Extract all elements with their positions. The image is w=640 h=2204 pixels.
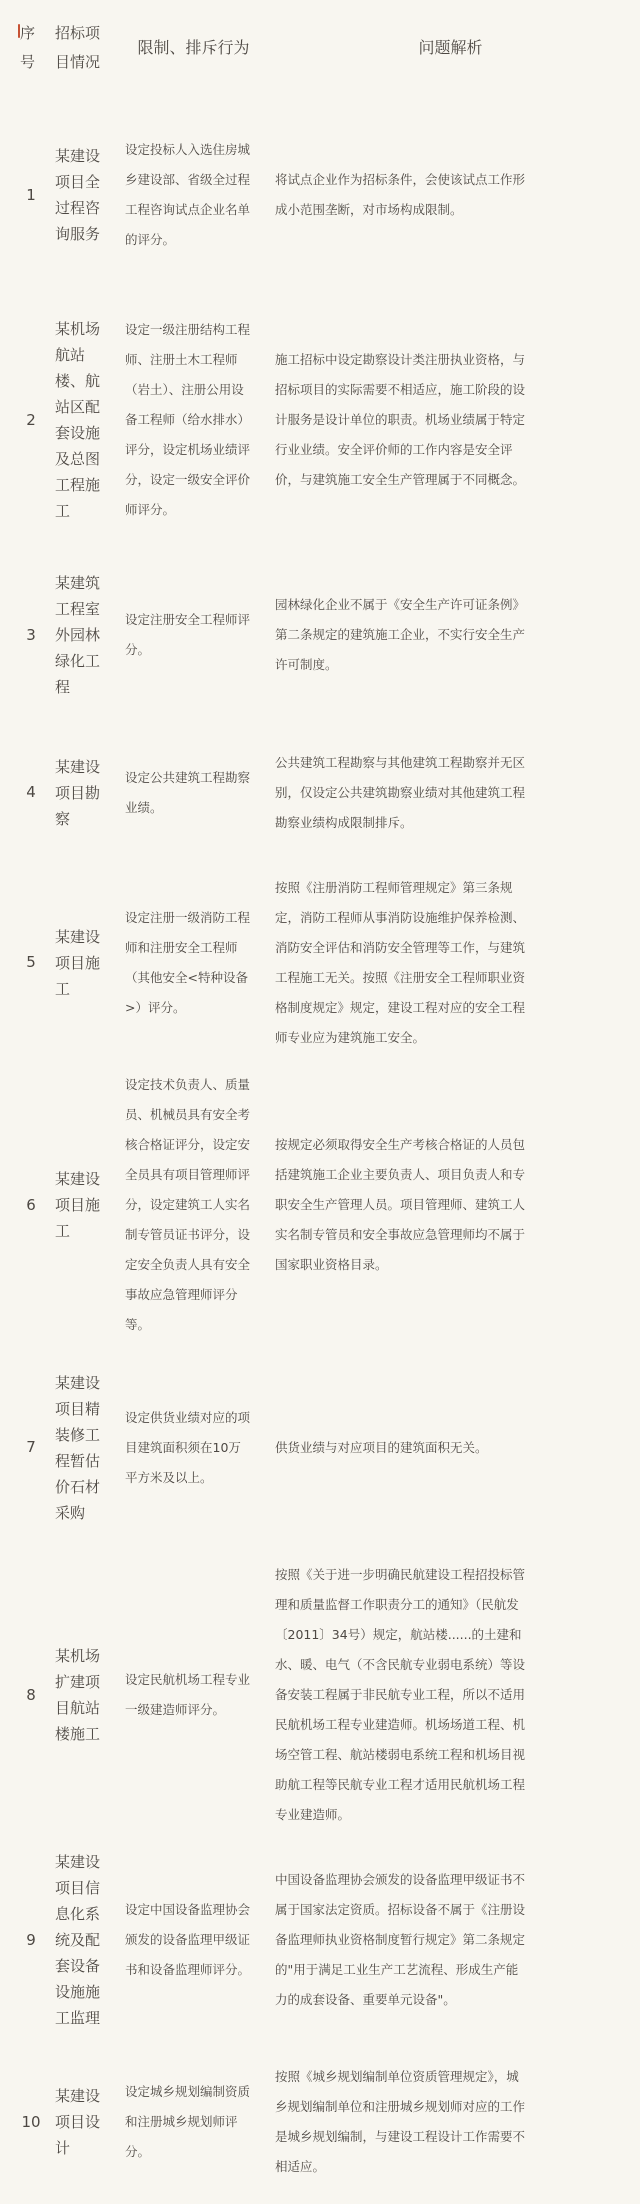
behavior-cell <box>112 605 275 665</box>
row-number-cell <box>14 1191 48 1220</box>
column-header-behavior <box>112 38 275 58</box>
table-row <box>0 1840 640 2040</box>
analysis-cell <box>275 2062 626 2182</box>
project-cell <box>48 1849 112 2031</box>
row-number: 9 <box>26 1930 36 1949</box>
row-number-cell <box>14 1433 48 1462</box>
project-text: 某建设项目施工 <box>55 927 101 998</box>
analysis-cell <box>275 1130 626 1280</box>
column-header-project-label: 招标项目情况 <box>55 23 101 71</box>
table-row <box>0 1550 640 1840</box>
behavior-text: 设定技术负责人、质量员、机械员具有安全考核合格证评分，设定安全员具有项目管理师评分，设定建筑工人实名制专管员证书评分，设定安全负责人具有安全事故应急管理师评分等。 <box>125 1077 251 1332</box>
table-row <box>0 545 640 725</box>
project-cell <box>48 924 112 1002</box>
row-number-cell <box>14 1681 48 1710</box>
analysis-text: 按照《注册消防工程师管理规定》第三条规定，消防工程师从事消防设施维护保养检测、消防安全评估和消防安全管理等工作，与建筑工程施工无关。按照《注册安全工程师职业资格制度规定》规定，建设工程对应的安全工程师专业应为建筑施工安全。 <box>275 879 526 1045</box>
analysis-text: 中国设备监理协会颁发的设备监理甲级证书不属于国家法定资质。招标设备不属于《注册设备监理师执业资格制度暂行规定》第二条规定的"用于满足工业生产工艺流程、形成生产能力的成套设备、重要单元设备"。 <box>275 1872 526 2007</box>
row-number-cell <box>14 1926 48 1955</box>
behavior-cell <box>112 903 275 1023</box>
project-text: 某建设项目勘察 <box>55 757 101 828</box>
behavior-cell <box>112 1665 275 1725</box>
table-row <box>0 1345 640 1550</box>
table-row <box>0 1065 640 1345</box>
column-header-seq-label: 序号 <box>20 23 36 71</box>
behavior-text: 设定城乡规划编制资质和注册城乡规划师评分。 <box>125 2084 251 2159</box>
row-number: 6 <box>26 1195 36 1214</box>
behavior-cell <box>112 1070 275 1340</box>
behavior-text: 设定投标人入选住房城乡建设部、省级全过程工程咨询试点企业名单的评分。 <box>125 142 251 247</box>
analysis-cell <box>275 590 626 680</box>
analysis-cell <box>275 1560 626 1830</box>
analysis-cell <box>275 873 626 1053</box>
analysis-text: 按照《城乡规划编制单位资质管理规定》，城乡规划编制单位和注册城乡规划师对应的工作是城乡规划编制，与建设工程设计工作需要不相适应。 <box>275 2069 526 2174</box>
row-number-cell <box>14 948 48 977</box>
behavior-text: 设定民航机场工程专业一级建造师评分。 <box>125 1672 251 1717</box>
behavior-text: 设定一级注册结构工程师、注册土木工程师（岩土）、注册公用设备工程师（给水排水）评分，设定机场业绩评分，设定一级安全评价师评分。 <box>125 322 251 517</box>
behavior-cell <box>112 315 275 525</box>
project-cell <box>48 316 112 524</box>
left-edge-red-mark <box>18 24 20 38</box>
analysis-text: 按规定必须取得安全生产考核合格证的人员包括建筑施工企业主要负责人、项目负责人和专职安全生产管理人员。项目管理师、建筑工人实名制专管员和安全事故应急管理师均不属于国家职业资格目录。 <box>275 1137 526 1272</box>
table-row <box>0 2040 640 2204</box>
analysis-text: 公共建筑工程勘察与其他建筑工程勘察并无区别，仅设定公共建筑勘察业绩对其他建筑工程勘察业绩构成限制排斥。 <box>275 754 526 830</box>
row-number: 3 <box>26 625 36 644</box>
analysis-text: 按照《关于进一步明确民航建设工程招投标管理和质量监督工作职责分工的通知》（民航发〔2011〕34号）规定，航站楼......的土建和水、暖、电气（不含民航专业弱电系统）等设备安装工程属于非民航专业工程，所以不适用民航机场工程专业建造师。机场场道工程、机场空管工程、航站楼弱电系统工程和机场目视助航工程等民航专业工程才适用民航机场工程专业建造师。 <box>275 1567 526 1822</box>
column-header-project <box>48 19 112 77</box>
behavior-cell <box>112 1895 275 1985</box>
row-number-cell <box>14 406 48 435</box>
table-row <box>0 95 640 295</box>
project-text: 某建设项目设计 <box>55 2087 101 2157</box>
project-cell <box>48 1643 112 1747</box>
project-cell <box>48 1370 112 1526</box>
row-number: 1 <box>26 185 36 204</box>
behavior-cell <box>112 1403 275 1493</box>
analysis-text: 施工招标中设定勘察设计类注册执业资格，与招标项目的实际需要不相适应，施工阶段的设计服务是设计单位的职责。机场业绩属于特定行业业绩。安全评价师的工作内容是安全评价，与建筑施工安全生产管理属于不同概念。 <box>275 352 526 487</box>
column-header-analysis <box>275 38 626 58</box>
analysis-text: 园林绿化企业不属于《安全生产许可证条例》第二条规定的建筑施工企业，不实行安全生产许可制度。 <box>275 597 526 672</box>
row-number-cell <box>14 778 48 807</box>
project-text: 某建设项目精装修工程暂估价石材采购 <box>55 1373 101 1522</box>
behavior-text: 设定公共建筑工程勘察业绩。 <box>125 769 251 815</box>
project-text: 某建设项目全过程咨询服务 <box>55 147 101 243</box>
project-cell <box>48 570 112 700</box>
behavior-cell <box>112 135 275 255</box>
row-number-cell <box>14 2108 48 2137</box>
project-text: 某建筑工程室外园林绿化工程 <box>55 574 101 696</box>
project-cell <box>48 754 112 832</box>
project-text: 某机场航站楼、航站区配套设施及总图工程施工 <box>55 320 101 520</box>
behavior-cell <box>112 763 275 823</box>
analysis-cell <box>275 1865 626 2015</box>
project-text: 某建设项目施工 <box>55 1170 101 1240</box>
project-cell <box>48 2083 112 2161</box>
table-row <box>0 295 640 545</box>
row-number: 5 <box>26 953 36 971</box>
table-row <box>0 860 640 1065</box>
behavior-cell <box>112 2077 275 2167</box>
column-header-behavior-label: 限制、排斥行为 <box>137 37 250 57</box>
behavior-text: 设定中国设备监理协会颁发的设备监理甲级证书和设备监理师评分。 <box>125 1902 251 1977</box>
analysis-cell <box>275 1433 626 1463</box>
analysis-cell <box>275 748 626 838</box>
project-cell <box>48 143 112 247</box>
project-text: 某机场扩建项目航站楼施工 <box>55 1647 101 1743</box>
table-row <box>0 725 640 860</box>
behavior-text: 设定注册安全工程师评分。 <box>125 612 251 657</box>
row-number: 2 <box>26 410 36 429</box>
analysis-cell <box>275 345 626 495</box>
analysis-cell <box>275 165 626 225</box>
table-header-row <box>0 0 640 95</box>
table-body <box>0 95 640 2204</box>
behavior-text: 设定注册一级消防工程师和注册安全工程师（其他安全<特种设备>）评分。 <box>125 909 251 1015</box>
row-number: 10 <box>21 2112 41 2131</box>
analysis-text: 供货业绩与对应项目的建筑面积无关。 <box>275 1439 488 1455</box>
project-cell <box>48 1166 112 1244</box>
row-number: 7 <box>26 1438 36 1456</box>
row-number: 4 <box>26 783 36 801</box>
project-text: 某建设项目信息化系统及配套设备设施施工监理 <box>55 1853 101 2027</box>
row-number: 8 <box>26 1685 36 1704</box>
analysis-text: 将试点企业作为招标条件，会使该试点工作形成小范围垄断，对市场构成限制。 <box>275 172 526 217</box>
row-number-cell <box>14 621 48 650</box>
behavior-text: 设定供货业绩对应的项目建筑面积须在10万平方米及以上。 <box>125 1409 251 1485</box>
row-number-cell <box>14 181 48 210</box>
column-header-analysis-label: 问题解析 <box>418 37 483 57</box>
